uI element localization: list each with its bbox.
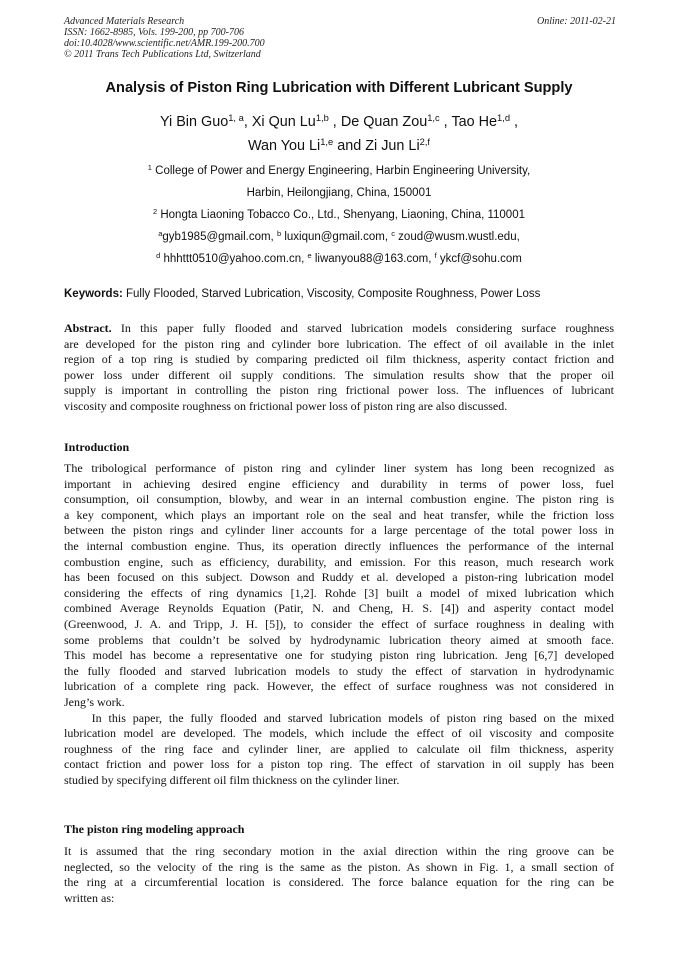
email-address: luxiqun@gmail.com,	[284, 231, 389, 243]
abstract	[64, 321, 614, 415]
intro-line: studied by specifying different oil film thickness on the cylinder liner.	[64, 772, 400, 787]
copyright-line: © 2011 Trans Tech Publications Ltd, Switzerland	[64, 49, 261, 60]
intro-line: the fully flooded and starved lubrication models to study the effect of starvation in hydrodynamic	[64, 663, 614, 678]
section-heading-modeling: The piston ring modeling approach	[64, 822, 245, 836]
abstract-label: Abstract.	[64, 321, 112, 335]
modeling-body	[64, 844, 614, 906]
abstract-line: Abstract. In this paper fully flooded and starved lubrication models considering surface roughness	[64, 321, 614, 335]
doi-line: doi:10.4028/www.scientific.net/AMR.199-200.700	[64, 38, 265, 49]
intro-line: combined Average Reynolds Equation (Patir, N. and Cheng, H. S. [4]) and asperity contact model	[64, 601, 614, 616]
intro-line: a key component, which plays an important role on the seal and heat transfer, while the friction loss	[64, 507, 614, 522]
intro-line: considering the effects of ring dynamics [1,2]. Rohde [3] built a model of mixed lubrication which	[64, 585, 614, 600]
author-name: Zi Jun Li	[365, 138, 420, 154]
modeling-line: It is assumed that the ring secondary motion in the axial direction within the ring groove can be	[64, 844, 614, 858]
intro-line: combustion engine, such as efficiency, durability, and emission. For this reason, much research work	[64, 554, 614, 569]
intro-line: lubrication model are developed. The models, which include the effect of oil viscosity and composite	[64, 726, 614, 741]
abstract-line: power loss under different oil supply conditions. The simulation results show that the proper oil	[64, 367, 614, 382]
email-address: zoud@wusm.wustl.edu,	[398, 231, 520, 243]
author-sup: 1,e	[320, 136, 334, 147]
author-line-1: Yi Bin Guo$^{1, a}$, Xi Qun Lu$^{1,b}$ , De Quan Zou$^{1,c}$ , Tao He$^{1,d}$ ,	[159, 112, 519, 130]
author-sup: 1,d	[497, 112, 511, 123]
abstract-line: region of a top ring is studied by comparing predicted oil film thickness, asperity contact friction and	[64, 352, 614, 367]
affiliation-1-line-2: Harbin, Heilongjiang, China, 150001	[246, 187, 432, 199]
affiliation-sup: 2	[152, 206, 158, 216]
modeling-line: the ring at a circumferential location is considered. The force balance equation for the ring can be	[64, 875, 614, 890]
intro-line: lubrication of a complete ring pack. However, the effect of surface roughness was not considered in	[64, 679, 614, 694]
intro-line: This model has become a representative one for studying piston ring lubrication. Jeng [6,7] developed	[64, 648, 614, 663]
email-sup: e	[307, 250, 312, 260]
email-sup: f	[434, 250, 437, 260]
email-address: ykcf@sohu.com	[439, 253, 522, 265]
email-sup: c	[391, 228, 395, 238]
paper-title: Analysis of Piston Ring Lubrication with Different Lubricant Supply	[105, 80, 573, 96]
abstract-line: are developed for the piston ring and cylinder bore lubrication. The effect of oil available in the inlet	[64, 336, 614, 351]
abstract-line: viscosity and composite roughness on frictional power loss of piston ring are also discussed.	[64, 398, 508, 413]
modeling-line: written as:	[64, 890, 115, 905]
email-sup: a	[158, 228, 163, 238]
affiliation-sup: 1	[147, 162, 152, 172]
email-address: gyb1985@gmail.com,	[162, 231, 274, 243]
introduction-body	[64, 461, 614, 788]
author-name: De Quan Zou	[340, 114, 428, 130]
abstract-line: supply is important in controlling the piston ring frictional power loss. The influences of lubricant	[64, 383, 614, 398]
author-name: Tao He	[451, 114, 498, 130]
affiliation-1-line-1	[0, 164, 678, 178]
online-date: Online: 2011-02-21	[537, 16, 616, 27]
email-sup: b	[276, 228, 282, 238]
email-address: hhhttt0510@yahoo.com.cn,	[163, 253, 305, 265]
running-header	[64, 16, 616, 60]
keywords	[64, 287, 624, 301]
email-line-1	[0, 230, 678, 244]
affiliation-text: College of Power and Energy Engineering, Harbin Engineering University,	[155, 165, 531, 177]
intro-line: contact friction and power loss for a piston top ring. The effect of starvation in oil supply has been	[64, 757, 614, 772]
modeling-line: neglected, so the velocity of the ring is the same as the piston. As shown in Fig. 1, a small section of	[64, 859, 614, 874]
author-name: Yi Bin Guo	[159, 114, 229, 130]
journal-name: Advanced Materials Research	[64, 16, 185, 27]
email-address: liwanyou88@163.com,	[314, 253, 432, 265]
intro-line: roughness of the ring face and cylinder liner, are applied to calculate oil film thickness, asperity	[64, 741, 614, 756]
intro-line: (Greenwood, J. A. and Tripp, J. H. [5]), to consider the effect of surface roughness in dealing with	[64, 616, 614, 631]
keywords-text: Fully Flooded, Starved Lubrication, Viscosity, Composite Roughness, Power Loss	[126, 288, 541, 300]
author-name: Xi Qun Lu	[251, 114, 316, 130]
issn-line: ISSN: 1662-8985, Vols. 199-200, pp 700-706	[64, 27, 244, 38]
email-sup: d	[156, 250, 161, 260]
intro-line: has been focused on this subject. Dowson and Ruddy et al. developed a piston-ring lubrication model	[64, 570, 614, 585]
author-sup: 1,c	[427, 112, 440, 123]
intro-line: In this paper, the fully flooded and starved lubrication models of piston ring based on the mixed	[64, 710, 614, 725]
affiliation-2	[0, 208, 678, 222]
author-sup: 2,f	[419, 136, 431, 147]
author-name: Wan You Li	[247, 138, 321, 154]
email-line-2	[0, 252, 678, 266]
section-heading-introduction: Introduction	[64, 440, 130, 454]
intro-line: the internal combustion engine. Thus, its operation directly influences the performance of the internal	[64, 538, 614, 553]
author-sup: 1, a	[228, 112, 244, 123]
intro-line: The tribological performance of piston ring and cylinder liner system has long been recognized as	[64, 461, 614, 475]
intro-line: consumption, oil consumption, blowby, and wear in an internal combustion engine. The piston ring is	[64, 492, 614, 507]
intro-line: important in achieving desired engine efficiency and durability in terms of power loss, fuel	[64, 476, 614, 491]
intro-line: between the piston rings and cylinder liner accounts for a large percentage of the total power loss in	[64, 523, 614, 538]
intro-line: Jeng’s work.	[64, 694, 125, 709]
author-line-2: Wan You Li$^{1,e}$ and Zi Jun Li$^{2,f}$	[247, 136, 431, 154]
author-sup: 1,b	[315, 112, 329, 123]
intro-line: some problems that couldn’t be solved by hydrodynamic lubrication theory aimed at smooth face.	[64, 632, 614, 647]
affiliation-text: Hongta Liaoning Tobacco Co., Ltd., Shenyang, Liaoning, China, 110001	[160, 209, 525, 221]
keywords-label: Keywords:	[64, 288, 123, 300]
